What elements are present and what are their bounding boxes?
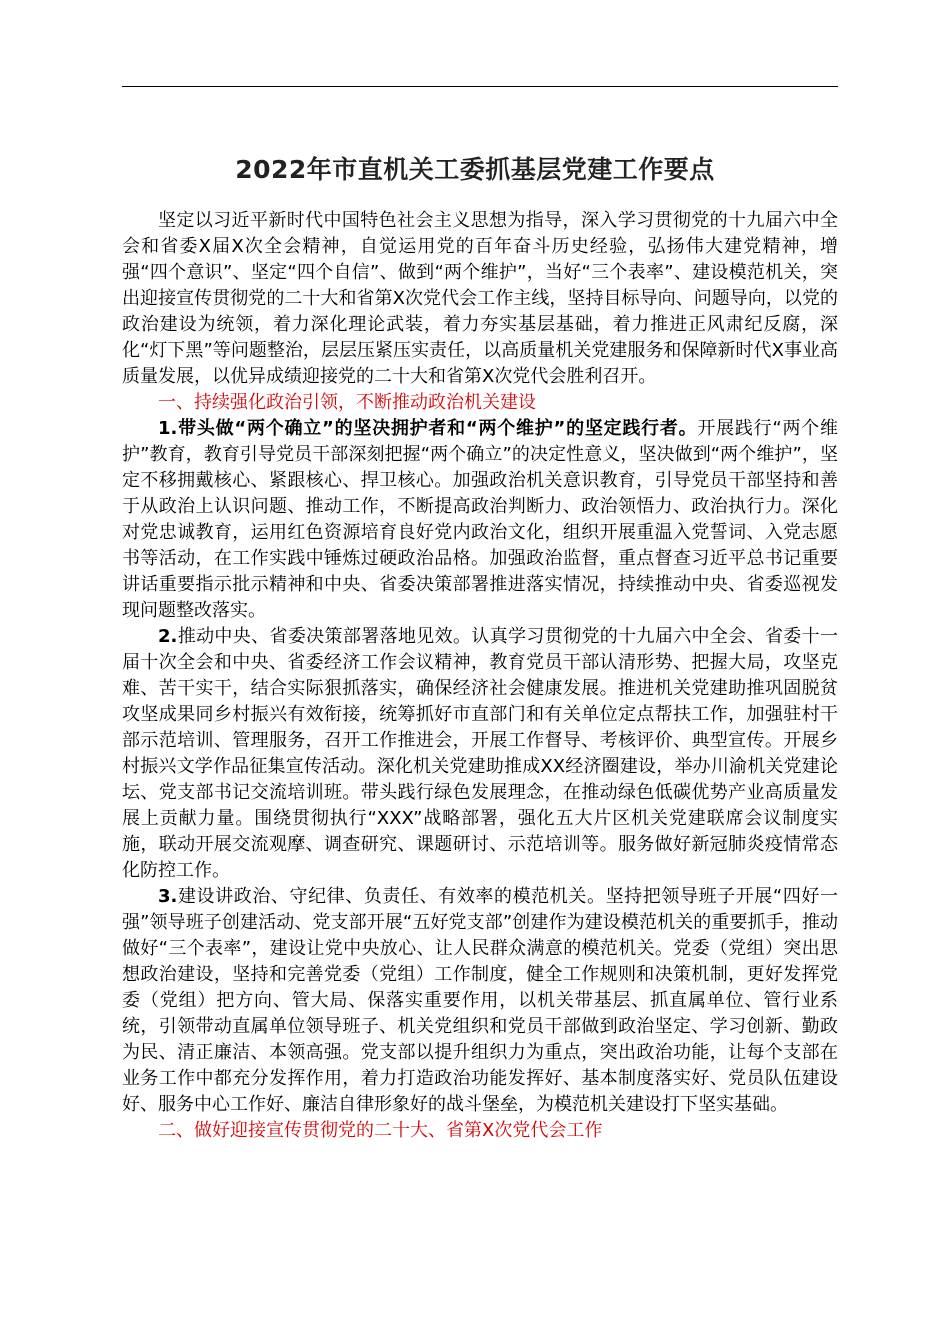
item-3-lead: 建设讲政治、守纪律、负责任、有效率的模范机关。 <box>177 886 606 907</box>
document-title: 2022年市直机关工委抓基层党建工作要点 <box>235 155 715 184</box>
intro-paragraph: 坚定以习近平新时代中国特色社会主义思想为指导，深入学习贯彻党的十九届六中全会和省委X届X次全会精神，自觉运用党的百年奋斗历史经验，弘扬伟大建党精神，增强“四个意识”、坚定“四个自信”、做到“两个维护”，当好“三个表率”、建设模范机关，突出迎接宣传贯彻党的二十大和省第X次党代会工作主线，坚持目标导向、问题导向，以党的政治建设为统领，着力深化理论武装，着力夯实基层基础，着力推进正风肃纪反腐，深化“灯下黑”等问题整治，层层压紧压实责任，以高质量机关党建服务和保障新时代X事业高质量发展，以优异成绩迎接党的二十大和省第X次党代会胜利召开。 <box>122 210 838 387</box>
document-body <box>122 208 838 1144</box>
item-2-number: 2. <box>158 626 178 647</box>
section-1-heading: 一、持续强化政治引领，不断推动政治机关建设 <box>158 392 536 413</box>
item-2-lead: 推动中央、省委决策部署落地见效。 <box>177 626 472 647</box>
header-rule <box>122 86 838 87</box>
item-3-paragraph <box>122 884 838 1118</box>
item-3-number: 3. <box>158 886 178 907</box>
item-2-body: 认真学习贯彻党的十九届六中全会、省委十一届十次全会和中央、省委经济工作会议精神，教育党员干部认清形势、把握大局，攻坚克难、苦干实干，结合实际狠抓落实，确保经济社会健康发展。推进机关党建助推巩固脱贫攻坚成果同乡村振兴有效衔接，统筹抓好市直部门和有关单位定点帮扶工作，加强驻村干部示范培训、管理服务，召开工作推进会，开展工作督导、考核评价、典型宣传。开展乡村振兴文学作品征集宣传活动。深化机关党建助推成XX经济圈建设，举办川渝机关党建论坛、党支部书记交流培训班。带头践行绿色发展理念，在推动绿色低碳优势产业高质量发展上贡献力量。围绕贯彻执行“XXX”战略部署，强化五大片区机关党建联席会议制度实施，联动开展交流观摩、调查研究、课题研讨、示范培训等。服务做好新冠肺炎疫情常态化防控工作。 <box>122 626 839 881</box>
item-1-lead: 带头做“两个确立”的坚决拥护者和“两个维护”的坚定践行者。 <box>177 418 698 439</box>
item-1-paragraph <box>122 416 838 624</box>
section-2-heading: 二、做好迎接宣传贯彻党的二十大、省第X次党代会工作 <box>158 1120 603 1141</box>
item-2-paragraph <box>122 624 838 884</box>
item-3-body: 坚持把领导班子开展“四好一强”领导班子创建活动、党支部开展“五好党支部”创建作为建设模范机关的重要抓手，推动做好“三个表率”，建设让党中央放心、让人民群众满意的模范机关。党委（党组）突出思想政治建设，坚持和完善党委（党组）工作制度，健全工作规则和决策机制，更好发挥党委（党组）把方向、管大局、保落实重要作用，以机关带基层、抓直属单位、管行业系统，引领带动直属单位领导班子、机关党组织和党员干部做到政治坚定、学习创新、勤政为民、清正廉洁、本领高强。党支部以提升组织力为重点，突出政治功能，让每个支部在业务工作中都充分发挥作用，着力打造政治功能发挥好、基本制度落实好、党员队伍建设好、服务中心工作好、廉洁自律形象好的战斗堡垒，为模范机关建设打下坚实基础。 <box>122 886 839 1115</box>
item-1-body: 开展践行“两个维护”教育，教育引导党员干部深刻把握“两个确立”的决定性意义，坚决做到“两个维护”，坚定不移拥戴核心、紧跟核心、捍卫核心。加强政治机关意识教育，引导党员干部坚持和善于从政治上认识问题、推动工作，不断提高政治判断力、政治领悟力、政治执行力。深化对党忠诚教育，运用红色资源培育良好党内政治文化，组织开展重温入党誓词、入党志愿书等活动，在工作实践中锤炼过硬政治品格。加强政治监督，重点督查习近平总书记重要讲话重要指示批示精神和中央、省委决策部署推进落实情况，持续推动中央、省委巡视发现问题整改落实。 <box>122 418 838 621</box>
item-1-number: 1. <box>158 418 178 439</box>
